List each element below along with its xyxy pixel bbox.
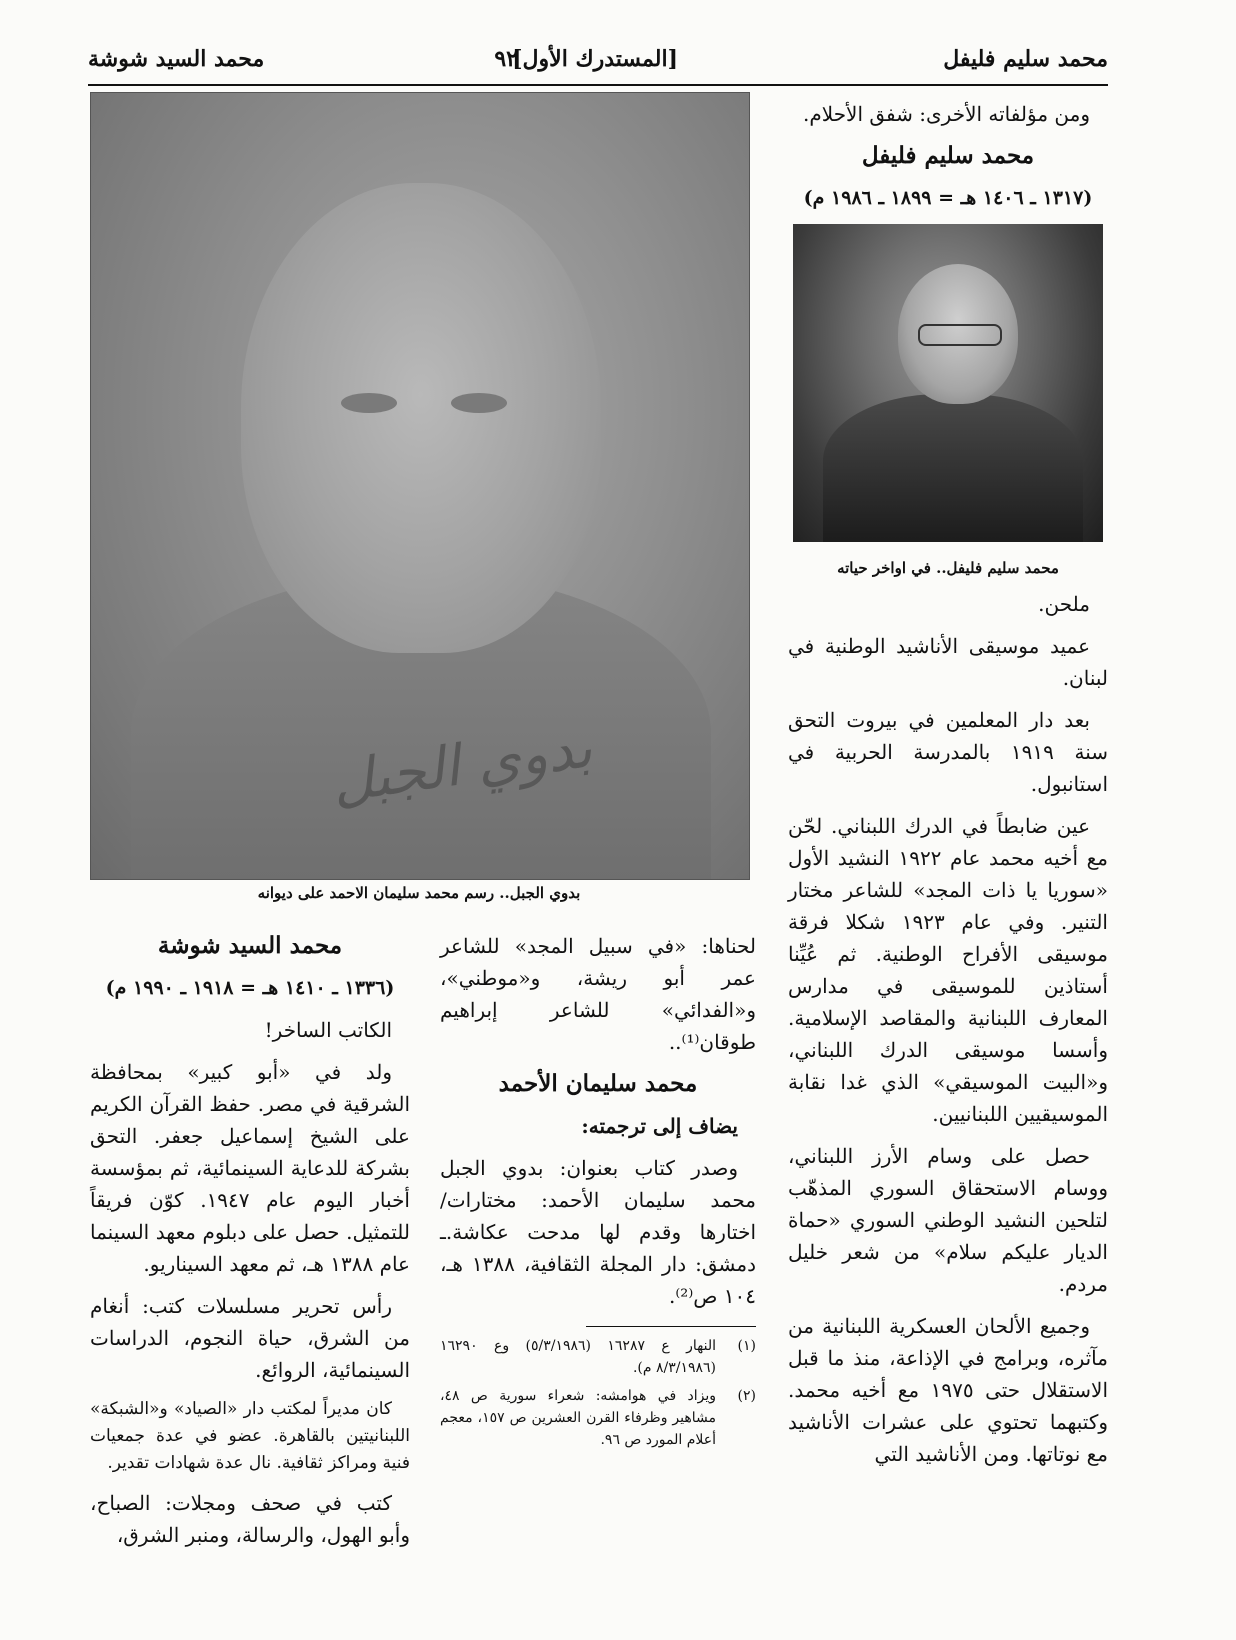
left-column <box>90 930 410 1561</box>
right-column <box>788 98 1108 1480</box>
paragraph: الكاتب الساخر! <box>264 1018 392 1042</box>
paragraph: حصل على وسام الأرز اللبناني، ووسام الاستحقاق السوري المذهّب لتلحين النشيد الوطني السوري «حماة الديار عليكم سلام» من شعر خليل مردم. <box>788 1144 1108 1296</box>
footnote-number: (٢) <box>737 1388 756 1404</box>
header-left-title: محمد السيد شوشة <box>88 46 265 72</box>
bio-title-shousha: محمد السيد شوشة <box>157 932 343 959</box>
header-section: [المستدرك الأول] <box>512 46 678 72</box>
bio-dates-filayfil: (١٣١٧ ـ ١٤٠٦ هـ = ١٨٩٩ ـ ١٩٨٦ م) <box>803 187 1093 209</box>
photo-caption-filayfil: محمد سليم فليفل.. في اواخر حياته <box>837 559 1059 577</box>
paragraph: وصدر كتاب بعنوان: بدوي الجبل محمد سليمان الأحمد: مختارات/ اختارها وقدم لها مدحت عكاشة.ـ دمشق: دار المجلة الثقافية، ١٣٨٨ هـ، ١٠٤ ص⁽²⁾. <box>440 1156 756 1308</box>
bio-title-ahmad: محمد سليمان الأحمد <box>498 1070 698 1097</box>
portrait-photo-filayfil <box>793 224 1103 542</box>
footnote-text: ويزاد في هوامشه: شعراء سورية ص ٤٨، مشاهير وظرفاء القرن العشرين ص ١٥٧، معجم أعلام المورد ص ٩٦. <box>440 1388 716 1448</box>
paragraph: عميد موسيقى الأناشيد الوطنية في لبنان. <box>788 634 1108 690</box>
paragraph: عين ضابطاً في الدرك اللبناني. لحّن مع أخيه محمد عام ١٩٢٢ النشيد الأول «سوريا يا ذات المجد» للشاعر مختار التنير. وفي عام ١٩٢٣ شكلا فرقة موسيقى الأفراح الوطنية. ثم عُيِّنا أستاذين للموسيقى في مدارس المعارف اللبنانية والمقاصد الإسلامية. وأسسا موسيقى الدرك اللبناني، و«البيت الموسيقي» الذي غدا نقابة الموسيقيين اللبنانيين. <box>788 814 1109 1126</box>
paragraph-small: كان مديراً لمكتب دار «الصياد» و«الشبكة» اللبنانيتين بالقاهرة. عضو في عدة جمعيات فنية ومراكز ثقافية. نال عدة شهادات تقدير. <box>90 1399 410 1473</box>
footnote-text: النهار ع ١٦٢٨٧ (٥/٣/١٩٨٦) وع ١٦٢٩٠ (٨/٣/١٩٨٦ م). <box>440 1338 716 1376</box>
paragraph: وجميع الألحان العسكرية اللبنانية من مآثره، وبرامج في الإذاعة، منذ ما قبل الاستقلال حتى ١٩٧٥ مع أخيه محمد. وكتبهما تحتوي على عشرات الأناشيد مع نوتاتها. ومن الأناشيد التي <box>788 1314 1108 1466</box>
paragraph: ملحن. <box>1038 592 1090 616</box>
photo-caption-badawi: بدوي الجبل.. رسم محمد سليمان الاحمد على ديوانه <box>257 884 581 902</box>
paragraph: رأس تحرير مسلسلات كتب: أنغام من الشرق، حياة النجوم، الدراسات السينمائية، الروائع. <box>90 1294 410 1382</box>
page-number: ٩٢ <box>494 46 518 72</box>
header-right-title: محمد سليم فليفل <box>943 46 1108 72</box>
signature-calligraphy: بدوي الجبل <box>327 715 596 816</box>
bio-title-filayfil: محمد سليم فليفل <box>861 142 1035 169</box>
middle-column <box>440 930 756 1457</box>
page-header <box>88 42 1108 86</box>
footnote <box>440 1335 756 1379</box>
intro-text: ومن مؤلفاته الأخرى: شفق الأحلام. <box>803 102 1090 126</box>
paragraph: ولد في «أبو كبير» بمحافظة الشرقية في مصر. حفظ القرآن الكريم على الشيخ إسماعيل جعفر. التحق بشركة للدعاية السينمائية، ثم بمؤسسة أخبار اليوم عام ١٩٤٧. كوّن فريقاً للتمثيل. حصل على دبلوم معهد السينما عام ١٣٨٨ هـ، ثم معهد السيناريو. <box>90 1060 410 1276</box>
paragraph: بعد دار المعلمين في بيروت التحق سنة ١٩١٩ بالمدرسة الحربية في استانبول. <box>788 708 1108 796</box>
footnote-rule <box>586 1326 756 1327</box>
bio-dates-shousha: (١٣٣٦ ـ ١٤١٠ هـ = ١٩١٨ ـ ١٩٩٠ م) <box>105 977 395 999</box>
footnote <box>440 1385 756 1451</box>
paragraph: كتب في صحف ومجلات: الصباح، وأبو الهول، والرسالة، ومنبر الشرق، <box>90 1491 410 1547</box>
continuation-text: لحناها: «في سبيل المجد» للشاعر عمر أبو ريشة، و«موطني»، و«الفدائي» للشاعر إبراهيم طوقان⁽¹⁾.. <box>440 934 756 1054</box>
header-rule <box>88 84 1108 86</box>
portrait-drawing-badawi <box>90 92 750 880</box>
footnote-number: (١) <box>737 1338 756 1354</box>
subtitle: يضاف إلى ترجمته: <box>581 1114 738 1138</box>
